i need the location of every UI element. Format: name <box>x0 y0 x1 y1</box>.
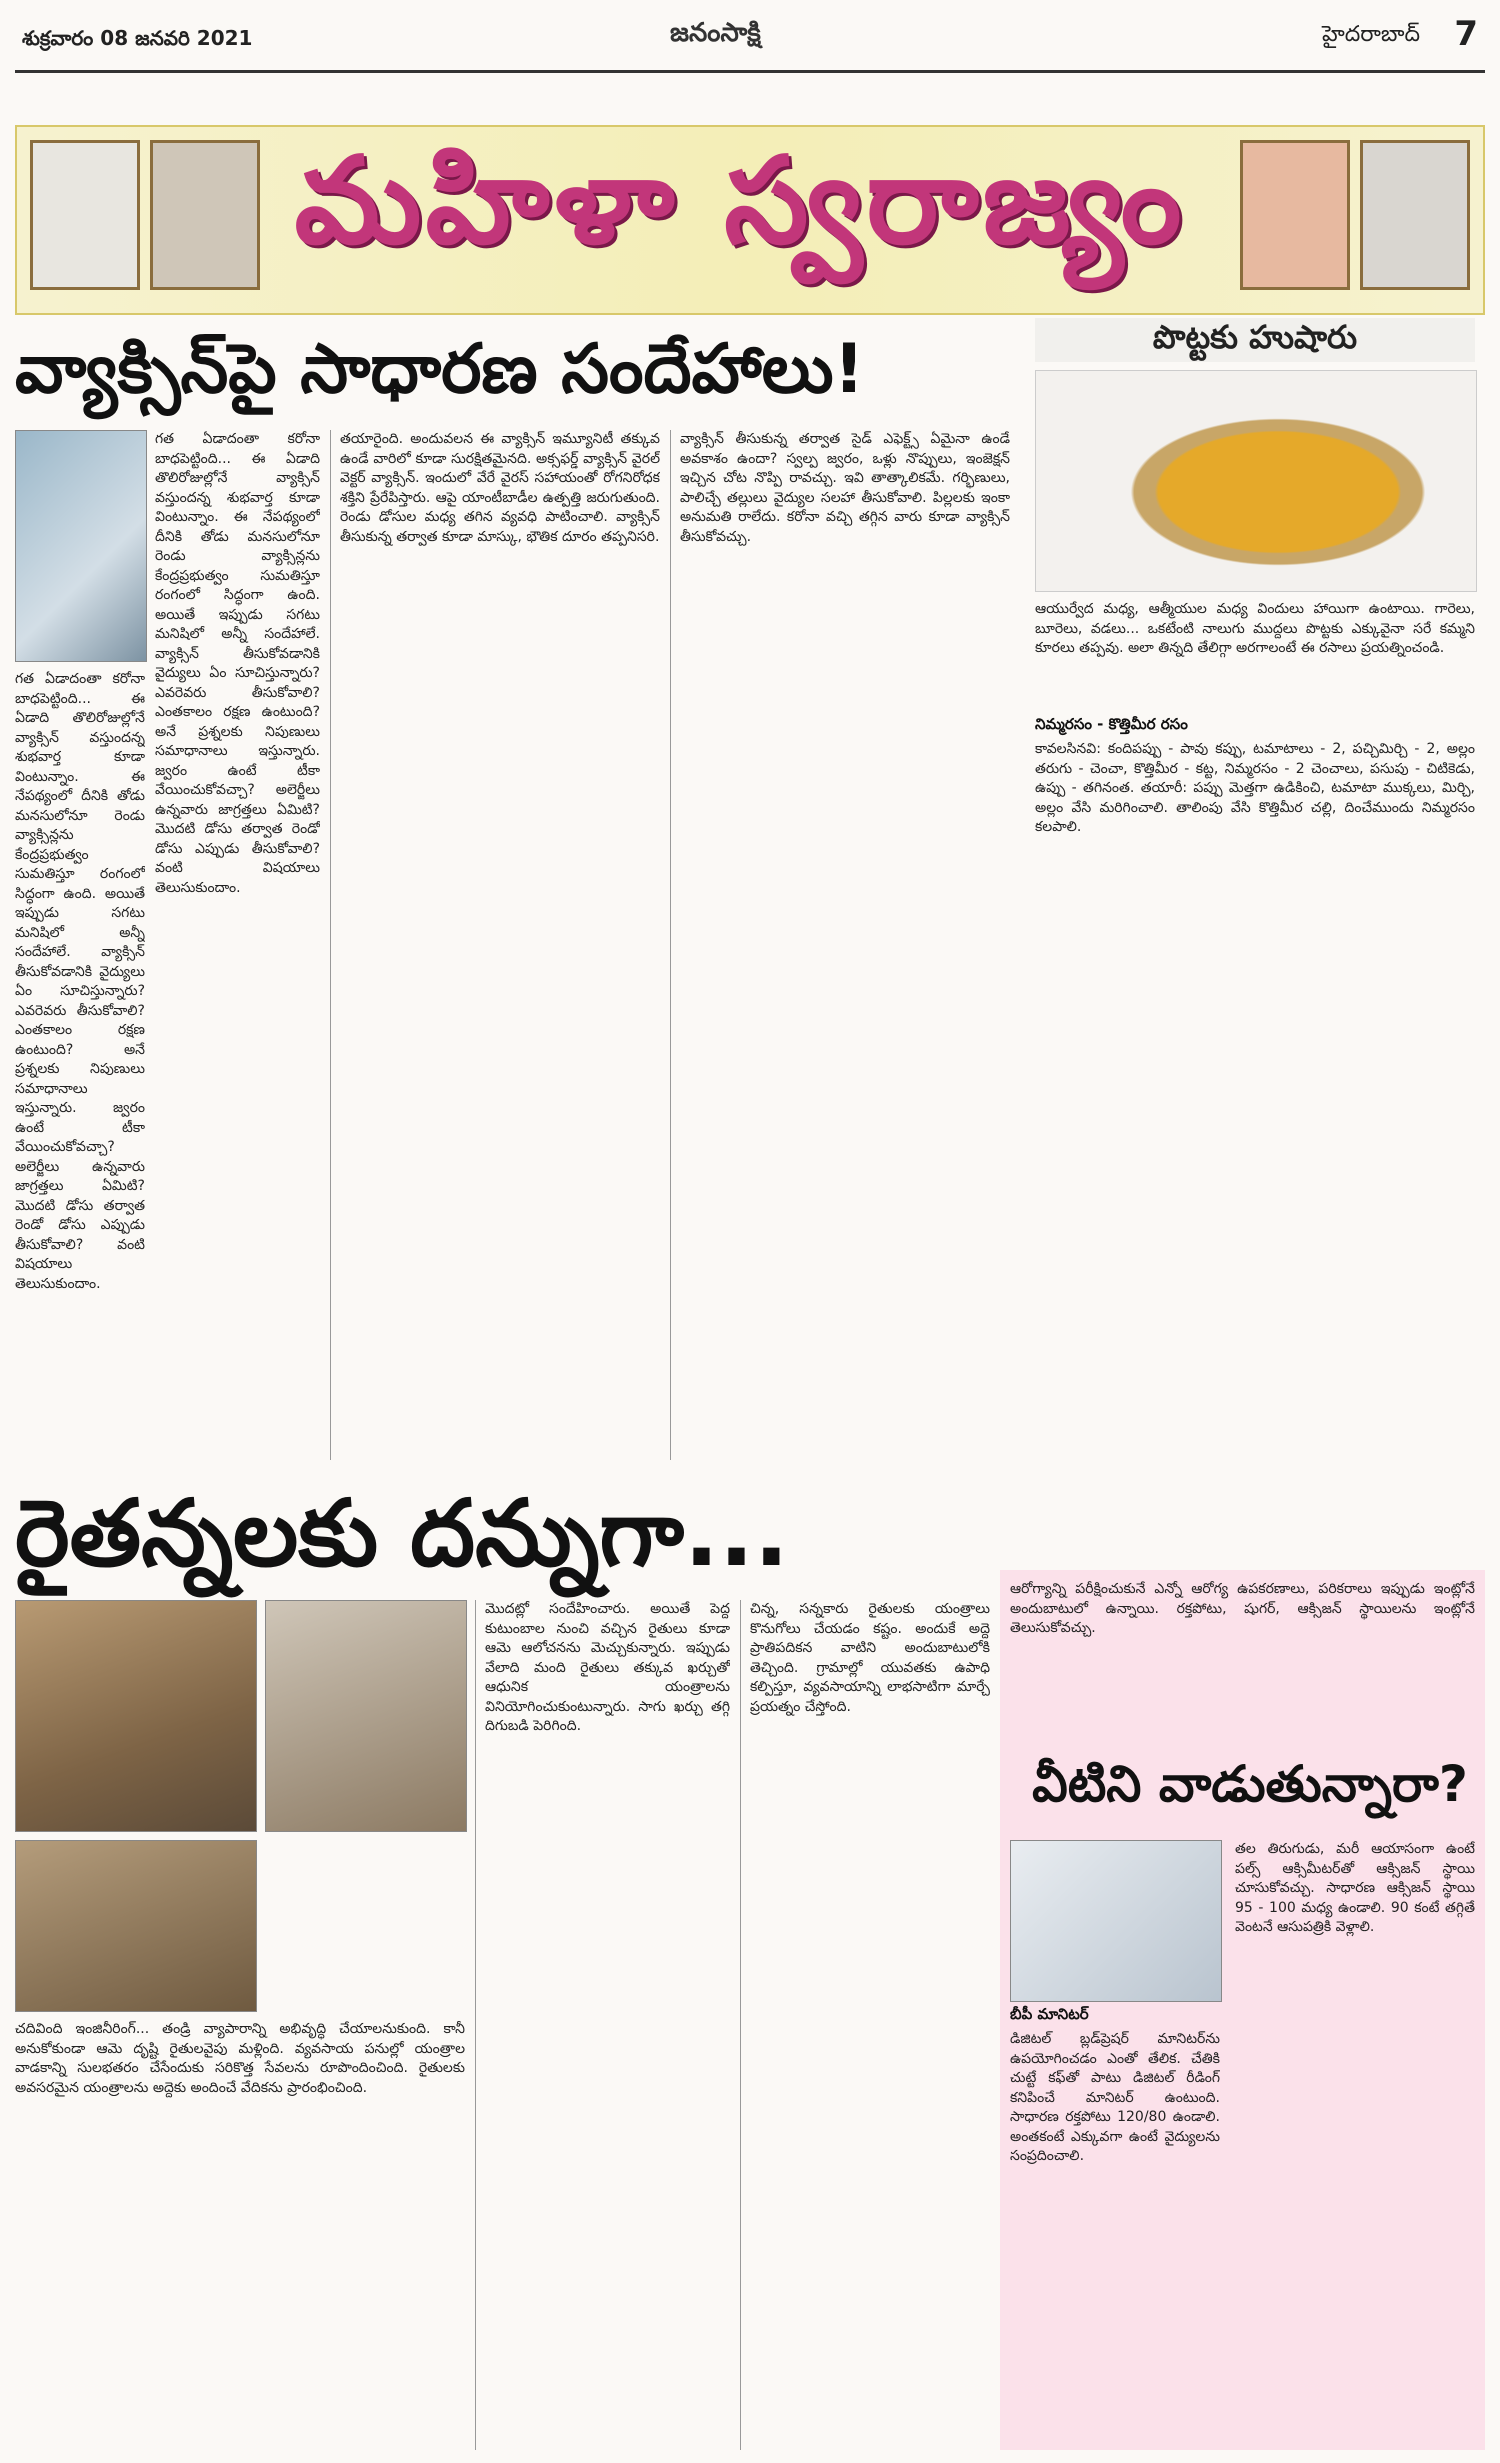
rasam-photo <box>1035 370 1477 592</box>
article-headline-vaccine: వ్యాక్సిన్‌పై సాధారణ సందేహాలు! <box>15 330 865 409</box>
farm-photo-2 <box>15 1840 257 2012</box>
city-label: హైదరాబాద్ <box>1322 22 1420 47</box>
column-rule <box>740 1600 741 2450</box>
header-rule <box>15 70 1485 73</box>
article3-intro: ఆరోగ్యాన్ని పరీక్షించుకునే ఎన్నో ఆరోగ్య ఉపకరణాలు, పరికరాలు ఇప్పుడు ఇంట్లోనే అందుబాటులో ఉన్నాయి. రక్తపోటు, షుగర్, ఆక్సిజన్ స్థాయిలను ఇంట్లోనే తెలుసుకోవచ్చు. <box>1010 1581 1475 1636</box>
article-headline-farmers: రైతన్నలకు దన్నుగా... <box>15 1480 789 1587</box>
bp-monitor-label: బీపీ మానిటర్ <box>1010 2005 1089 2023</box>
article1-col1: గత ఏడాదంతా కరోనా బాధపెట్టింది... ఈ ఏడాది తొలిరోజుల్లోనే వ్యాక్సిన్ వస్తుందన్న శుభవార్త కూడా వింటున్నాం. ఈ నేపథ్యంలో దీనికి తోడు మనసులోనూ రెండు వ్యాక్సిన్లను కేంద్రప్రభుత్వం సుమతిస్తూ రంగంలో సిద్ధంగా ఉంది. అయితే ఇప్పుడు సగటు మనిషిలో అన్నీ సందేహాలే. వ్యాక్సిన్ తీసుకోవడానికి వైద్యులు ఏం సూచిస్తున్నారు? ఎవరెవరు తీసుకోవాలి? ఎంతకాలం రక్షణ ఉంటుంది? అనే ప్రశ్నలకు నిపుణులు సమాధానాలు ఇస్తున్నారు. జ్వరం ఉంటే టీకా వేయించుకోవచ్చా? అలెర్జీలు ఉన్నవారు జాగ్రత్తలు ఏమిటి? మొదటి డోసు తర్వాత రెండో డోసు ఎప్పుడు తీసుకోవాలి? వంటి విషయాలు తెలుసుకుందాం. <box>155 431 320 896</box>
article2-col1: చదివింది ఇంజినీరింగ్... తండ్రి వ్యాపారాన్ని అభివృద్ధి చేయాలనుకుంది. కానీ అనుకోకుండా ఆమె దృష్టి రైతులవైపు మళ్లింది. వ్యవసాయ పనుల్లో యంత్రాల వాడకాన్ని సులభతరం చేసేందుకు సరికొత్త సేవలను రూపొందించింది. రైతులకు అవసరమైన యంత్రాలను అద్దెకు అందించే వేదికను ప్రారంభించింది. <box>15 2021 465 2096</box>
recipe-body: కావలసినవి: కందిపప్పు - పావు కప్పు, టమాటాలు - 2, పచ్చిమిర్చి - 2, అల్లం తరుగు - చెంచా, కొత్తిమీర - కట్ట, నిమ్మరసం - 2 చెంచాలు, పసుపు - చిటికెడు, ఉప్పు - తగినంత. తయారీ: పప్పు మెత్తగా ఉడికించి, టమాటా ముక్కలు, మిర్చి, అల్లం వేసి మరిగించాలి. తాలింపు వేసి కొత్తిమీర చల్లి, దించేముందు నిమ్మరసం కలపాలి. <box>1035 741 1475 835</box>
article2-col2: మొదట్లో సందేహించారు. అయితే పెద్ద కుటుంబాల నుంచి వచ్చిన రైతులు కూడా ఆమె ఆలోచనను మెచ్చుకున్నారు. ఇప్పుడు వేలాది మంది రైతులు తక్కువ ఖర్చుతో ఆధునిక యంత్రాలను వినియోగించుకుంటున్నారు. సాగు ఖర్చు తగ్గి దిగుబడి పెరిగింది. <box>485 1601 730 1734</box>
recipe-tag: పొట్టకు హుషారు <box>1152 318 1358 356</box>
article3-col2: తల తిరుగుడు, మరీ ఆయాసంగా ఉంటే పల్స్ ఆక్సిమీటర్‌తో ఆక్సిజన్ స్థాయి చూసుకోవచ్చు. సాధారణ ఆక్సిజన్ స్థాయి 95 - 100 మధ్య ఉండాలి. 90 కంటే తగ్గితే వెంటనే ఆసుపత్రికి వెళ్లాలి. <box>1235 1841 1475 1935</box>
farm-photo-1 <box>15 1600 257 1832</box>
page-number: 7 <box>1454 14 1478 54</box>
article1-col3: వ్యాక్సిన్ తీసుకున్న తర్వాత సైడ్ ఎఫెక్ట్స్ ఏమైనా ఉండే అవకాశం ఉందా? స్వల్ప జ్వరం, ఒళ్లు నొప్పులు, ఇంజెక్షన్ ఇచ్చిన చోట నొప్పి రావచ్చు. ఇవి తాత్కాలికమే. గర్భిణులు, పాలిచ్చే తల్లులు వైద్యుల సలహా తీసుకోవాలి. పిల్లలకు ఇంకా అనుమతి రాలేదు. కరోనా వచ్చి తగ్గిన వారు కూడా వ్యాక్సిన్ తీసుకోవచ్చు. <box>680 431 1010 545</box>
bp-monitor-photo <box>1010 1840 1222 2002</box>
portrait-3 <box>1240 140 1350 290</box>
vaccine-photo <box>15 430 147 662</box>
recipe-heading: నిమ్మరసం - కొత్తిమీర రసం <box>1035 715 1188 733</box>
article1-col2: తయారైంది. అందువలన ఈ వ్యాక్సిన్ ఇమ్యూనిటీ తక్కువ ఉండే వారిలో కూడా సురక్షితమైనది. అక్సఫర్డ్ వ్యాక్సిన్ వైరల్ వెక్టర్ వ్యాక్సిన్. ఇందులో వేరే వైరస్ సహాయంతో రోగనిరోధక శక్తిని ప్రేరేపిస్తారు. ఆపై యాంటీబాడీల ఉత్పత్తి జరుగుతుంది. రెండు డోసుల మధ్య తగిన వ్యవధి పాటించాలి. వ్యాక్సిన్ తీసుకున్న తర్వాత కూడా మాస్కు, భౌతిక దూరం తప్పనిసరి. <box>340 431 660 545</box>
portrait-1 <box>30 140 140 290</box>
portrait-2 <box>150 140 260 290</box>
newspaper-name: జనంసాక్షి <box>670 18 761 48</box>
column-rule <box>475 1600 476 2450</box>
issue-date: శుక్రవారం 08 జనవరి 2021 <box>22 26 253 50</box>
column-rule <box>670 430 671 1460</box>
section-title: మహిళా స్వరాజ్యం <box>294 132 1186 271</box>
article2-col3: చిన్న, సన్నకారు రైతులకు యంత్రాలు కొనుగోలు చేయడం కష్టం. అందుకే అద్దె ప్రాతిపదికన వాటిని అందుబాటులోకి తెచ్చింది. గ్రామాల్లో యువతకు ఉపాధి కల్పిస్తూ, వ్యవసాయాన్ని లాభసాటిగా మార్చే ప్రయత్నం చేస్తోంది. <box>750 1601 990 1715</box>
founder-photo <box>265 1600 467 1832</box>
article1-col1b: గత ఏడాదంతా కరోనా బాధపెట్టింది... ఈ ఏడాది తొలిరోజుల్లోనే వ్యాక్సిన్ వస్తుందన్న శుభవార్త కూడా వింటున్నాం. ఈ నేపథ్యంలో దీనికి తోడు మనసులోనూ రెండు వ్యాక్సిన్లను కేంద్రప్రభుత్వం సుమతిస్తూ రంగంలో సిద్ధంగా ఉంది. అయితే ఇప్పుడు సగటు మనిషిలో అన్నీ సందేహాలే. వ్యాక్సిన్ తీసుకోవడానికి వైద్యులు ఏం సూచిస్తున్నారు? ఎవరెవరు తీసుకోవాలి? ఎంతకాలం రక్షణ ఉంటుంది? అనే ప్రశ్నలకు నిపుణులు సమాధానాలు ఇస్తున్నారు. జ్వరం ఉంటే టీకా వేయించుకోవచ్చా? అలెర్జీలు ఉన్నవారు జాగ్రత్తలు ఏమిటి? మొదటి డోసు తర్వాత రెండో డోసు ఎప్పుడు తీసుకోవాలి? వంటి విషయాలు తెలుసుకుందాం. <box>15 671 145 1292</box>
article3-col1: డిజిటల్ బ్లడ్‌ప్రెషర్ మానిటర్‌ను ఉపయోగించడం ఎంతో తేలిక. చేతికి చుట్టే కఫ్‌తో పాటు డిజిటల్ రీడింగ్ కనిపించే మానిటర్ ఉంటుంది. సాధారణ రక్తపోటు 120/80 ఉండాలి. అంతకంటే ఎక్కువగా ఉంటే వైద్యులను సంప్రదించాలి. <box>1010 2031 1220 2164</box>
article-headline-devices: వీటిని వాడుతున్నారా? <box>1032 1755 1468 1813</box>
portrait-4 <box>1360 140 1470 290</box>
column-rule <box>330 430 331 1460</box>
recipe-intro: ఆయుర్వేద మధ్య, ఆత్మీయుల మధ్య విందులు హాయిగా ఉంటాయి. గారెలు, బూరెలు, వడలు... ఒకటేంటి నాలుగు ముద్దలు పొట్టకు ఎక్కువైనా సరే కమ్మని కూరలు తప్పవు. అలా తిన్నది తేలిగ్గా అరగాలంటే ఈ రసాలు ప్రయత్నించండి. <box>1035 601 1475 656</box>
